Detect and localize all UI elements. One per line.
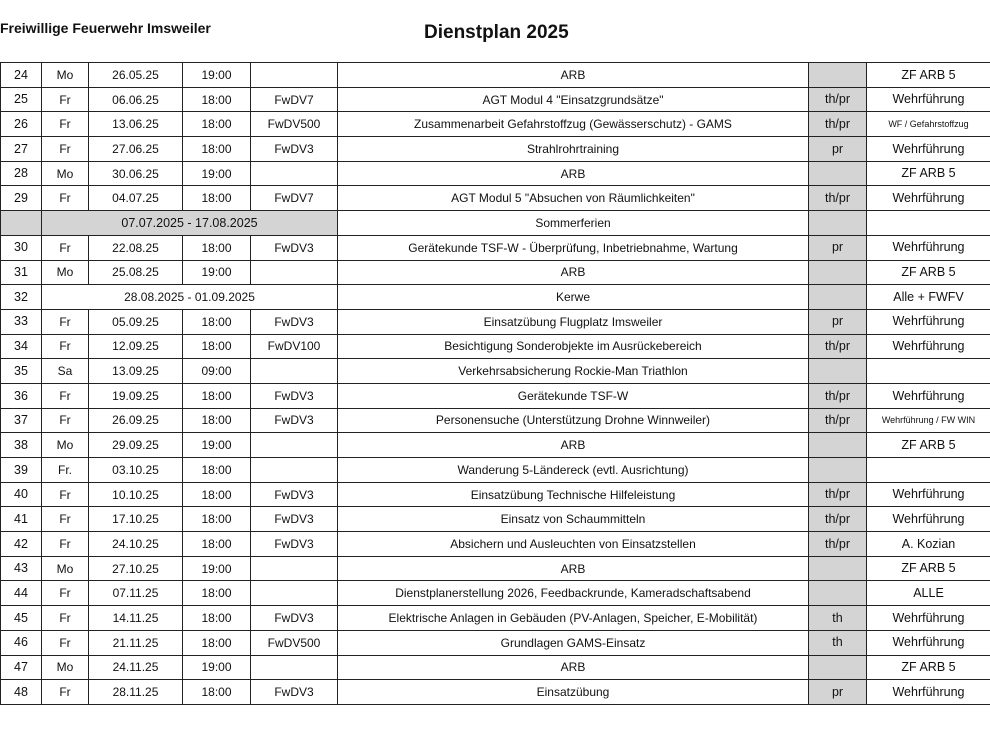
row-number-cell: 34: [1, 334, 42, 359]
topic-cell: ARB: [338, 63, 809, 88]
weekday-cell: Mo: [42, 260, 89, 285]
topic-cell: Dienstplanerstellung 2026, Feedbackrunde, Kameradschaftsabend: [338, 581, 809, 606]
training-type-cell: pr: [809, 309, 867, 334]
date-cell: 28.11.25: [89, 680, 183, 705]
date-cell: 29.09.25: [89, 433, 183, 458]
topic-cell: Einsatzübung Flugplatz Imsweiler: [338, 309, 809, 334]
regulation-cell: FwDV3: [251, 606, 338, 631]
date-range-cell: 07.07.2025 - 17.08.2025: [42, 211, 338, 236]
table-row: [1, 186, 990, 211]
row-number-cell: [1, 211, 42, 236]
date-cell: 24.11.25: [89, 655, 183, 680]
table-row: [1, 433, 990, 458]
row-number-cell: 37: [1, 408, 42, 433]
page-title: Dienstplan 2025: [424, 22, 569, 43]
training-type-cell: th/pr: [809, 186, 867, 211]
topic-cell: Einsatzübung Technische Hilfeleistung: [338, 482, 809, 507]
row-number-cell: 45: [1, 606, 42, 631]
responsible-cell: ALLE: [867, 581, 990, 606]
time-cell: 18:00: [183, 87, 251, 112]
weekday-cell: Mo: [42, 161, 89, 186]
responsible-cell: Wehrführung: [867, 309, 990, 334]
table-row: [1, 680, 990, 705]
table-row: [1, 334, 990, 359]
regulation-cell: [251, 359, 338, 384]
row-number-cell: 42: [1, 532, 42, 557]
time-cell: 18:00: [183, 606, 251, 631]
training-type-cell: [809, 556, 867, 581]
row-number-cell: 44: [1, 581, 42, 606]
date-cell: 27.10.25: [89, 556, 183, 581]
topic-cell: Einsatz von Schaummitteln: [338, 507, 809, 532]
date-cell: 21.11.25: [89, 630, 183, 655]
date-cell: 03.10.25: [89, 458, 183, 483]
time-cell: 18:00: [183, 309, 251, 334]
table-row: [1, 285, 990, 310]
responsible-cell: Wehrführung: [867, 680, 990, 705]
topic-cell: Verkehrsabsicherung Rockie-Man Triathlon: [338, 359, 809, 384]
table-row: [1, 556, 990, 581]
weekday-cell: Fr: [42, 482, 89, 507]
regulation-cell: FwDV3: [251, 532, 338, 557]
row-number-cell: 43: [1, 556, 42, 581]
regulation-cell: [251, 161, 338, 186]
row-number-cell: 29: [1, 186, 42, 211]
row-number-cell: 26: [1, 112, 42, 137]
responsible-cell: [867, 359, 990, 384]
topic-cell: Zusammenarbeit Gefahrstoffzug (Gewässerschutz) - GAMS: [338, 112, 809, 137]
responsible-cell: A. Kozian: [867, 532, 990, 557]
weekday-cell: Fr: [42, 532, 89, 557]
time-cell: 18:00: [183, 630, 251, 655]
date-cell: 10.10.25: [89, 482, 183, 507]
weekday-cell: Fr: [42, 680, 89, 705]
training-type-cell: [809, 285, 867, 310]
date-cell: 26.05.25: [89, 63, 183, 88]
training-type-cell: th: [809, 606, 867, 631]
time-cell: 18:00: [183, 532, 251, 557]
date-cell: 22.08.25: [89, 235, 183, 260]
date-cell: 04.07.25: [89, 186, 183, 211]
weekday-cell: Fr: [42, 309, 89, 334]
regulation-cell: FwDV100: [251, 334, 338, 359]
topic-cell: Gerätekunde TSF-W - Überprüfung, Inbetriebnahme, Wartung: [338, 235, 809, 260]
table-row: [1, 235, 990, 260]
training-type-cell: th/pr: [809, 334, 867, 359]
table-row: [1, 137, 990, 162]
weekday-cell: Fr: [42, 507, 89, 532]
date-cell: 05.09.25: [89, 309, 183, 334]
responsible-cell: ZF ARB 5: [867, 433, 990, 458]
regulation-cell: [251, 433, 338, 458]
row-number-cell: 28: [1, 161, 42, 186]
training-type-cell: th/pr: [809, 112, 867, 137]
regulation-cell: FwDV500: [251, 630, 338, 655]
table-row: [1, 309, 990, 334]
row-number-cell: 40: [1, 482, 42, 507]
time-cell: 19:00: [183, 260, 251, 285]
regulation-cell: FwDV7: [251, 87, 338, 112]
row-number-cell: 47: [1, 655, 42, 680]
training-type-cell: [809, 433, 867, 458]
regulation-cell: [251, 581, 338, 606]
training-type-cell: pr: [809, 235, 867, 260]
regulation-cell: FwDV7: [251, 186, 338, 211]
row-number-cell: 46: [1, 630, 42, 655]
row-number-cell: 38: [1, 433, 42, 458]
topic-cell: Einsatzübung: [338, 680, 809, 705]
date-cell: 12.09.25: [89, 334, 183, 359]
responsible-cell: Wehrführung: [867, 137, 990, 162]
date-range-cell: 28.08.2025 - 01.09.2025: [42, 285, 338, 310]
responsible-cell: ZF ARB 5: [867, 655, 990, 680]
date-cell: 07.11.25: [89, 581, 183, 606]
time-cell: 18:00: [183, 137, 251, 162]
training-type-cell: [809, 211, 867, 236]
row-number-cell: 25: [1, 87, 42, 112]
regulation-cell: [251, 458, 338, 483]
time-cell: 19:00: [183, 161, 251, 186]
responsible-cell: Wehrführung: [867, 186, 990, 211]
training-type-cell: [809, 458, 867, 483]
regulation-cell: FwDV3: [251, 383, 338, 408]
date-cell: 17.10.25: [89, 507, 183, 532]
weekday-cell: Mo: [42, 556, 89, 581]
date-cell: 19.09.25: [89, 383, 183, 408]
date-cell: 24.10.25: [89, 532, 183, 557]
training-type-cell: [809, 63, 867, 88]
row-number-cell: 31: [1, 260, 42, 285]
time-cell: 19:00: [183, 63, 251, 88]
date-cell: 06.06.25: [89, 87, 183, 112]
regulation-cell: FwDV3: [251, 408, 338, 433]
training-type-cell: th: [809, 630, 867, 655]
topic-cell: ARB: [338, 655, 809, 680]
topic-cell: Personensuche (Unterstützung Drohne Winnweiler): [338, 408, 809, 433]
topic-cell: Wanderung 5-Ländereck (evtl. Ausrichtung): [338, 458, 809, 483]
time-cell: 19:00: [183, 433, 251, 458]
date-cell: 30.06.25: [89, 161, 183, 186]
training-type-cell: th/pr: [809, 507, 867, 532]
training-type-cell: [809, 581, 867, 606]
date-cell: 25.08.25: [89, 260, 183, 285]
regulation-cell: [251, 260, 338, 285]
topic-cell: ARB: [338, 260, 809, 285]
responsible-cell: Wehrführung: [867, 630, 990, 655]
date-cell: 14.11.25: [89, 606, 183, 631]
topic-cell: ARB: [338, 161, 809, 186]
weekday-cell: Fr: [42, 383, 89, 408]
topic-cell: Sommerferien: [338, 211, 809, 236]
row-number-cell: 36: [1, 383, 42, 408]
topic-cell: ARB: [338, 433, 809, 458]
row-number-cell: 24: [1, 63, 42, 88]
table-row: [1, 63, 990, 88]
responsible-cell: ZF ARB 5: [867, 63, 990, 88]
weekday-cell: Fr: [42, 186, 89, 211]
row-number-cell: 48: [1, 680, 42, 705]
table-row: [1, 211, 990, 236]
table-row: [1, 482, 990, 507]
weekday-cell: Mo: [42, 655, 89, 680]
training-type-cell: th/pr: [809, 383, 867, 408]
weekday-cell: Fr: [42, 630, 89, 655]
time-cell: 18:00: [183, 235, 251, 260]
row-number-cell: 27: [1, 137, 42, 162]
time-cell: 18:00: [183, 482, 251, 507]
regulation-cell: FwDV3: [251, 309, 338, 334]
time-cell: 19:00: [183, 556, 251, 581]
time-cell: 18:00: [183, 458, 251, 483]
table-row: [1, 606, 990, 631]
responsible-cell: Wehrführung: [867, 383, 990, 408]
regulation-cell: FwDV3: [251, 680, 338, 705]
regulation-cell: FwDV500: [251, 112, 338, 137]
table-row: [1, 383, 990, 408]
row-number-cell: 35: [1, 359, 42, 384]
table-row: [1, 112, 990, 137]
row-number-cell: 39: [1, 458, 42, 483]
time-cell: 18:00: [183, 112, 251, 137]
training-type-cell: pr: [809, 137, 867, 162]
date-cell: 27.06.25: [89, 137, 183, 162]
weekday-cell: Fr: [42, 606, 89, 631]
weekday-cell: Mo: [42, 63, 89, 88]
time-cell: 18:00: [183, 507, 251, 532]
training-type-cell: pr: [809, 680, 867, 705]
regulation-cell: [251, 556, 338, 581]
regulation-cell: FwDV3: [251, 507, 338, 532]
table-row: [1, 161, 990, 186]
topic-cell: Besichtigung Sonderobjekte im Ausrückebereich: [338, 334, 809, 359]
regulation-cell: FwDV3: [251, 235, 338, 260]
responsible-cell: [867, 458, 990, 483]
date-cell: 13.09.25: [89, 359, 183, 384]
topic-cell: Grundlagen GAMS-Einsatz: [338, 630, 809, 655]
topic-cell: Elektrische Anlagen in Gebäuden (PV-Anlagen, Speicher, E-Mobilität): [338, 606, 809, 631]
regulation-cell: [251, 63, 338, 88]
weekday-cell: Fr: [42, 87, 89, 112]
training-type-cell: th/pr: [809, 87, 867, 112]
weekday-cell: Sa: [42, 359, 89, 384]
topic-cell: Kerwe: [338, 285, 809, 310]
weekday-cell: Fr: [42, 235, 89, 260]
row-number-cell: 30: [1, 235, 42, 260]
table-row: [1, 87, 990, 112]
responsible-cell: Wehrführung: [867, 606, 990, 631]
table-row: [1, 655, 990, 680]
schedule-table: [0, 62, 990, 705]
date-cell: 26.09.25: [89, 408, 183, 433]
organization-name: Freiwillige Feuerwehr Imsweiler: [0, 20, 211, 36]
responsible-cell: Wehrführung: [867, 482, 990, 507]
weekday-cell: Fr: [42, 408, 89, 433]
time-cell: 18:00: [183, 383, 251, 408]
weekday-cell: Fr.: [42, 458, 89, 483]
row-number-cell: 33: [1, 309, 42, 334]
training-type-cell: th/pr: [809, 408, 867, 433]
responsible-cell: [867, 211, 990, 236]
table-row: [1, 260, 990, 285]
responsible-cell: ZF ARB 5: [867, 260, 990, 285]
table-row: [1, 507, 990, 532]
regulation-cell: [251, 655, 338, 680]
time-cell: 18:00: [183, 581, 251, 606]
topic-cell: ARB: [338, 556, 809, 581]
responsible-cell: Wehrführung: [867, 235, 990, 260]
responsible-cell: Wehrführung: [867, 334, 990, 359]
regulation-cell: FwDV3: [251, 137, 338, 162]
time-cell: 18:00: [183, 680, 251, 705]
time-cell: 18:00: [183, 408, 251, 433]
table-row: [1, 630, 990, 655]
time-cell: 09:00: [183, 359, 251, 384]
table-row: [1, 581, 990, 606]
weekday-cell: Mo: [42, 433, 89, 458]
time-cell: 18:00: [183, 334, 251, 359]
weekday-cell: Fr: [42, 112, 89, 137]
weekday-cell: Fr: [42, 334, 89, 359]
topic-cell: Strahlrohrtraining: [338, 137, 809, 162]
date-cell: 13.06.25: [89, 112, 183, 137]
time-cell: 19:00: [183, 655, 251, 680]
responsible-cell: WF / Gefahrstoffzug: [867, 112, 990, 137]
responsible-cell: Wehrführung: [867, 507, 990, 532]
time-cell: 18:00: [183, 186, 251, 211]
training-type-cell: th/pr: [809, 482, 867, 507]
table-row: [1, 359, 990, 384]
topic-cell: AGT Modul 5 "Absuchen von Räumlichkeiten": [338, 186, 809, 211]
weekday-cell: Fr: [42, 581, 89, 606]
topic-cell: AGT Modul 4 "Einsatzgrundsätze": [338, 87, 809, 112]
responsible-cell: Wehrführung / FW WIN: [867, 408, 990, 433]
training-type-cell: [809, 655, 867, 680]
responsible-cell: ZF ARB 5: [867, 556, 990, 581]
row-number-cell: 32: [1, 285, 42, 310]
responsible-cell: ZF ARB 5: [867, 161, 990, 186]
row-number-cell: 41: [1, 507, 42, 532]
topic-cell: Gerätekunde TSF-W: [338, 383, 809, 408]
weekday-cell: Fr: [42, 137, 89, 162]
table-row: [1, 458, 990, 483]
topic-cell: Absichern und Ausleuchten von Einsatzstellen: [338, 532, 809, 557]
responsible-cell: Wehrführung: [867, 87, 990, 112]
training-type-cell: [809, 359, 867, 384]
regulation-cell: FwDV3: [251, 482, 338, 507]
responsible-cell: Alle + FWFV: [867, 285, 990, 310]
training-type-cell: [809, 161, 867, 186]
training-type-cell: [809, 260, 867, 285]
training-type-cell: th/pr: [809, 532, 867, 557]
table-row: [1, 532, 990, 557]
table-row: [1, 408, 990, 433]
